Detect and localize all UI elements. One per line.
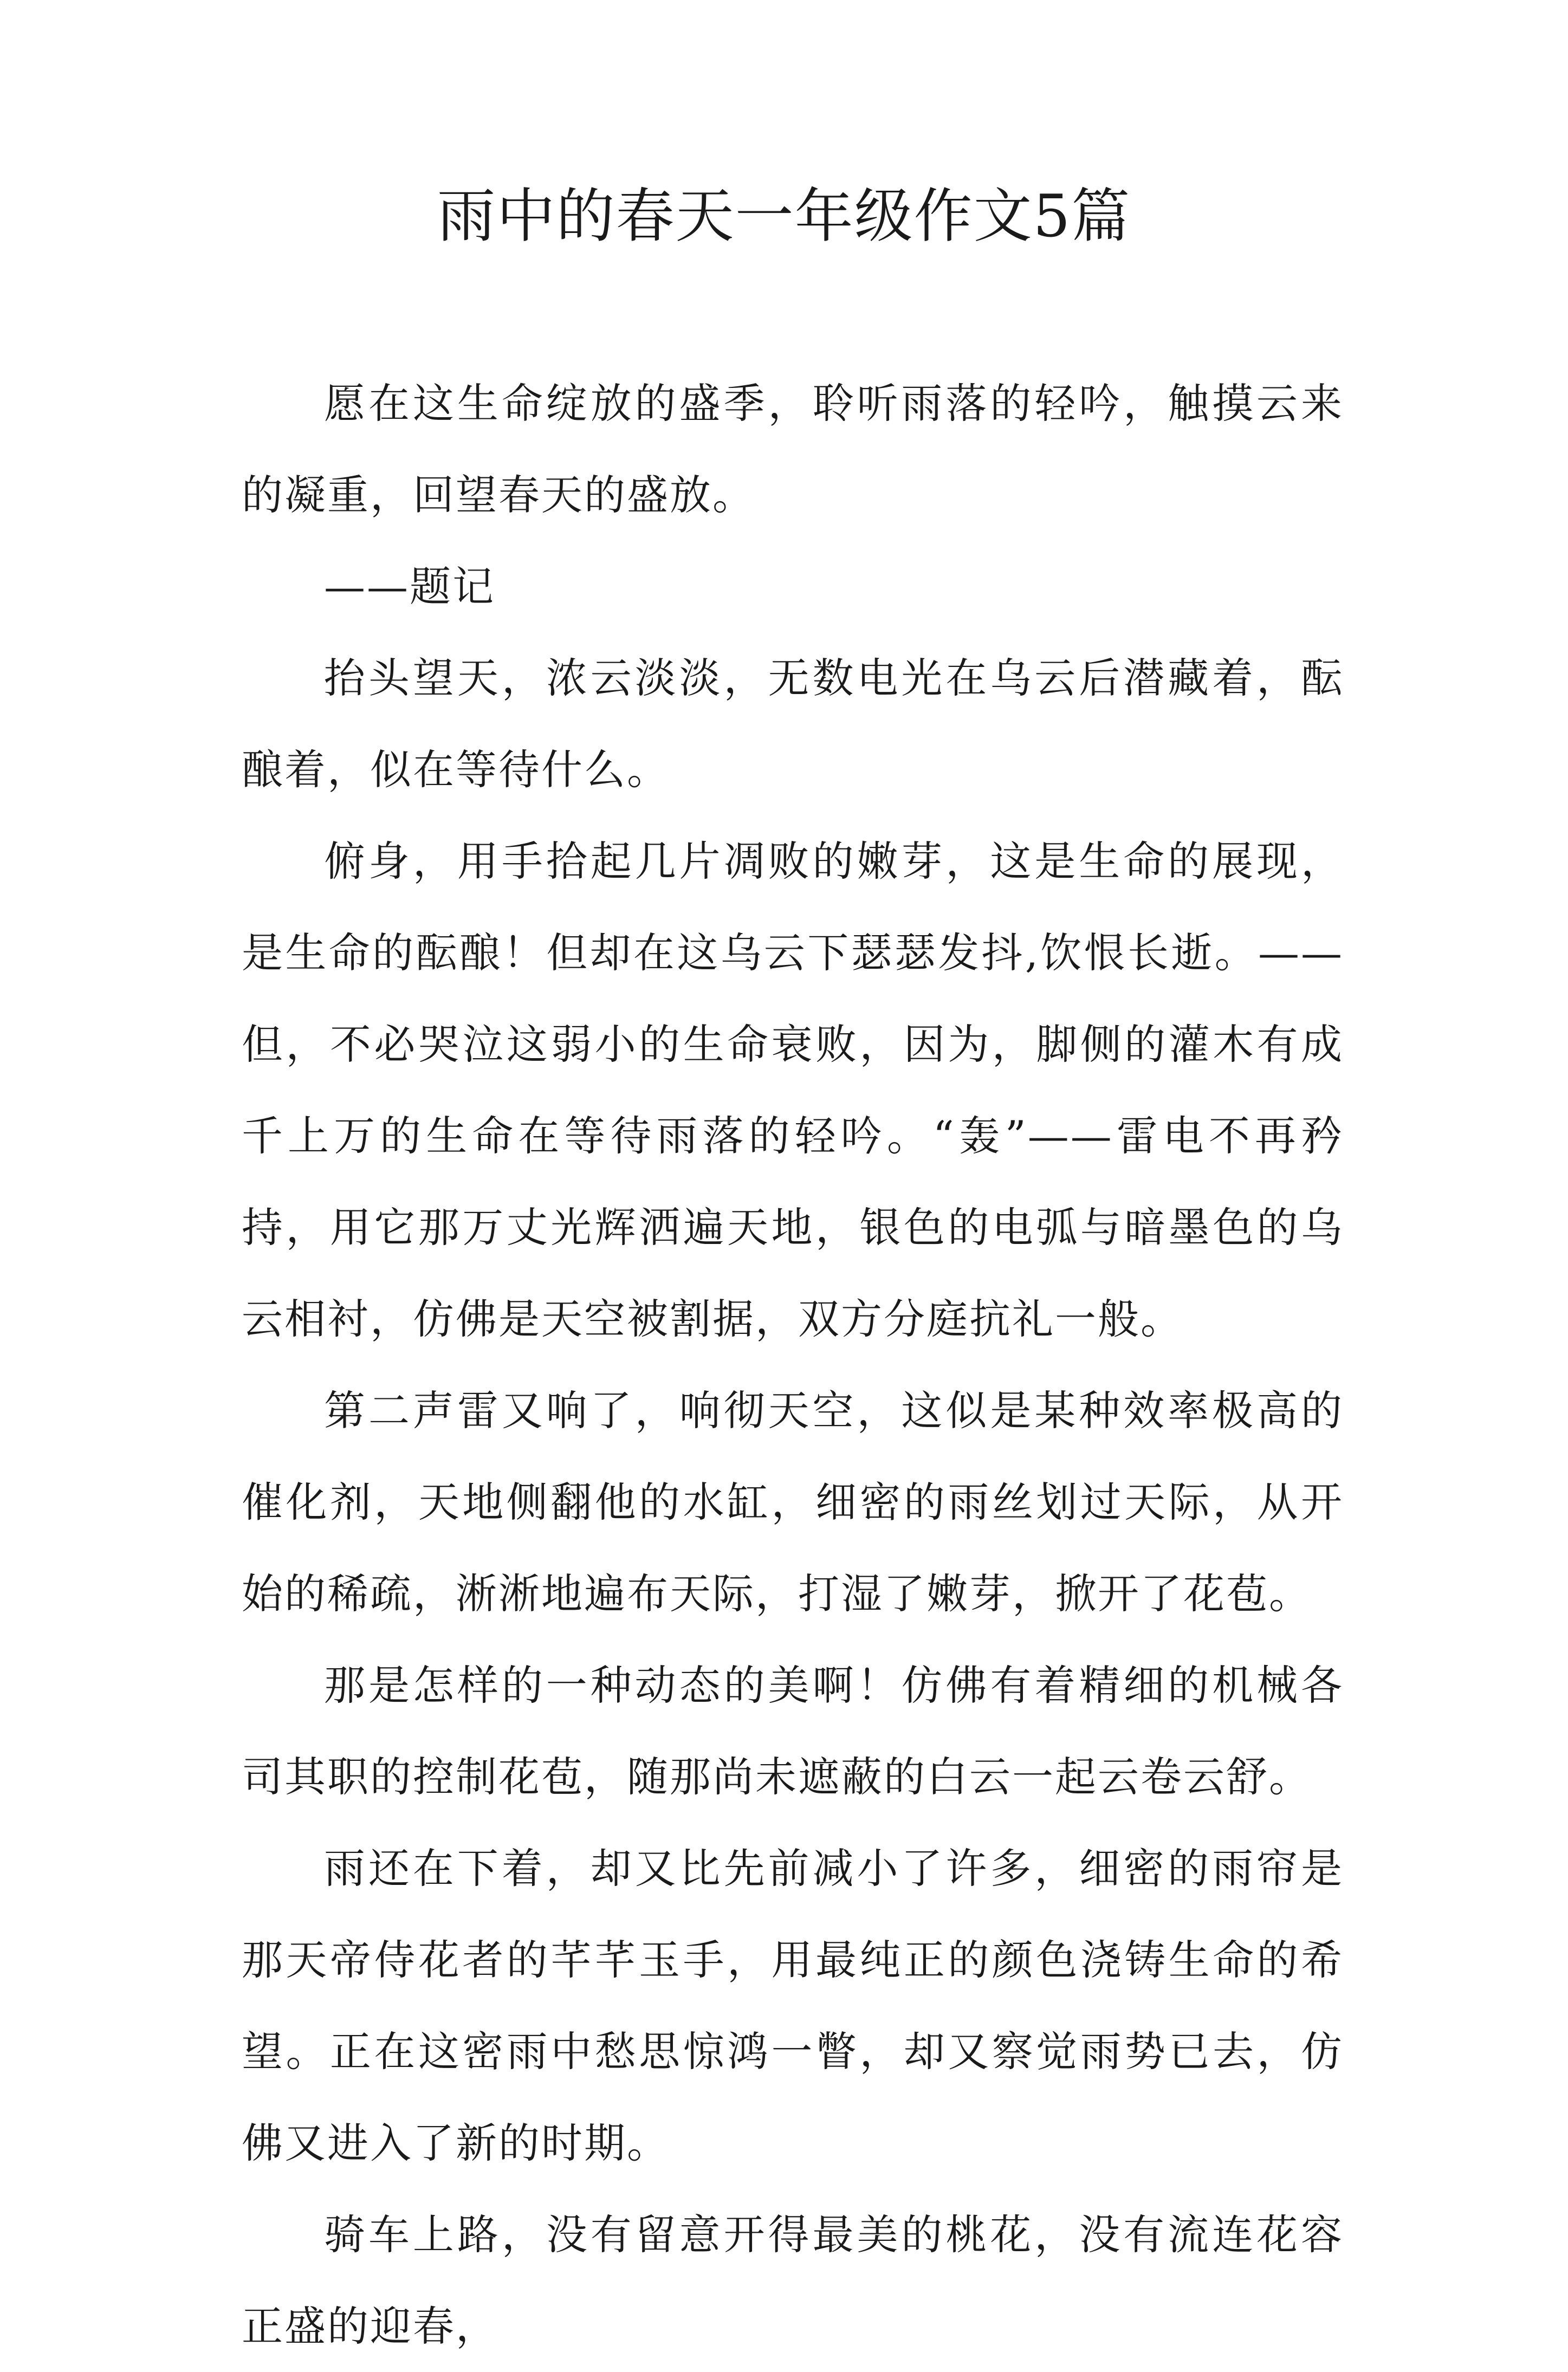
- paragraph-epigraph: 愿在这生命绽放的盛季，聆听雨落的轻吟，触摸云来的凝重，回望春天的盛放。: [242, 379, 1344, 519]
- document-title: 雨中的春天一年级作文5篇: [437, 183, 1131, 250]
- paragraph: 第二声雷又响了，响彻天空，这似是某种效率极高的催化剂，天地侧翻他的水缸，细密的雨丝划过天际，从开始的稀疏，淅淅地遍布天际，打湿了嫩芽，掀开了花苞。: [242, 1386, 1344, 1618]
- paragraph: 骑车上路，没有留意开得最美的桃花，没有流连花容正盛的迎春，: [242, 2211, 1344, 2350]
- paragraph: 那是怎样的一种动态的美啊！仿佛有着精细的机械各司其职的控制花苞，随那尚未遮蔽的白云一起云卷云舒。: [242, 1661, 1344, 1801]
- document-body: [242, 358, 1344, 2372]
- paragraph-epigraph-attribution: ——题记: [324, 562, 495, 611]
- paragraph: 雨还在下着，却又比先前减小了许多，细密的雨帘是那天帝侍花者的芊芊玉手，用最纯正的颜色浇铸生命的希望。正在这密雨中愁思惊鸿一瞥，却又察觉雨势已去，仿佛又进入了新的时期。: [242, 1844, 1344, 2167]
- paragraph: 抬头望天，浓云淡淡，无数电光在乌云后潜藏着，酝酿着，似在等待什么。: [242, 654, 1344, 794]
- paragraph: 俯身，用手拾起几片凋败的嫩芽，这是生命的展现，是生命的酝酿！但却在这乌云下瑟瑟发抖,饮恨长逝。——但，不必哭泣这弱小的生命衰败，因为，脚侧的灌木有成千上万的生命在等待雨落的轻吟。“轰”——雷电不再矜持，用它那万丈光辉洒遍天地，银色的电弧与暗墨色的乌云相衬，仿佛是天空被割据，双方分庭抗礼一般。: [242, 837, 1344, 1343]
